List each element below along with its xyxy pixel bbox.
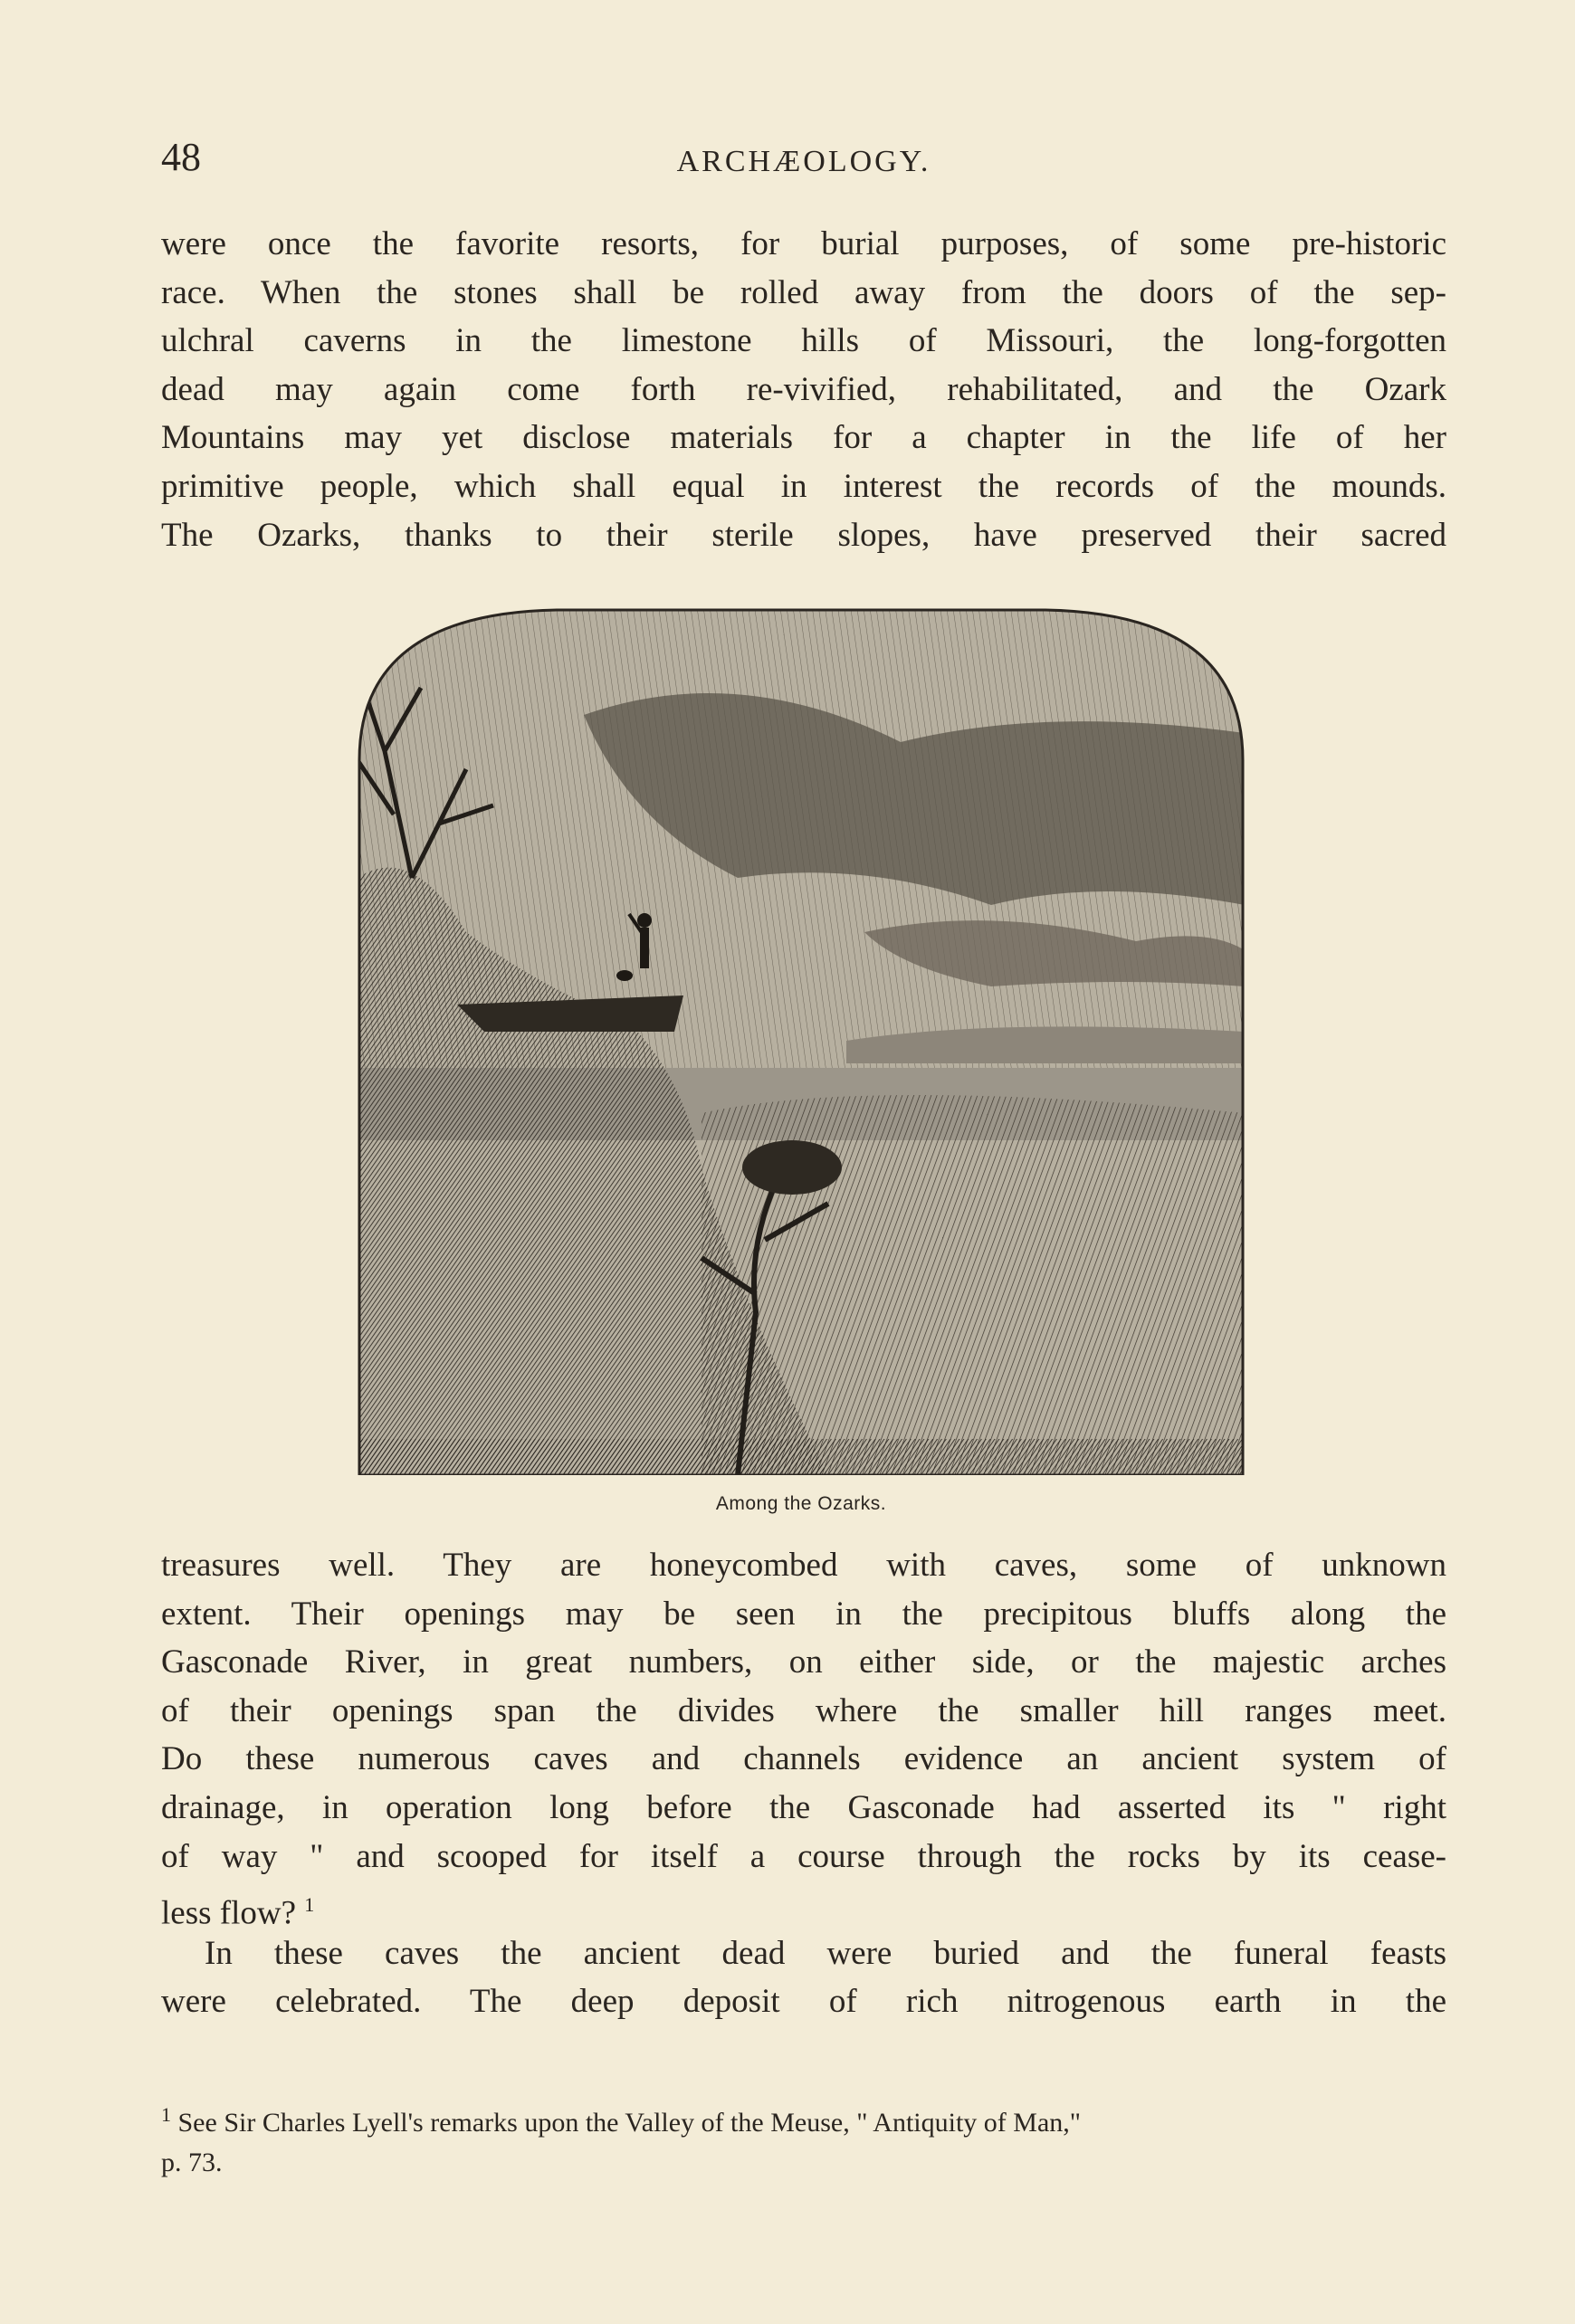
text-line: treasures well. They are honeycombed with caves, some of unknown	[161, 1547, 1446, 1584]
engraving-illustration	[358, 606, 1245, 1475]
text-line: ulchral caverns in the limestone hills of Missouri, the long-forgotten	[161, 322, 1446, 360]
text-line: Do these numerous caves and channels evidence an ancient system of	[161, 1740, 1446, 1778]
text-line: primitive people, which shall equal in interest the records of the mounds.	[161, 467, 1446, 505]
page-header	[161, 134, 1446, 188]
dog-figure	[616, 970, 633, 981]
text-line: race. When the stones shall be rolled away from the doors of the sep-	[161, 273, 1446, 311]
text-line: The Ozarks, thanks to their sterile slopes, have preserved their sacred	[161, 516, 1446, 554]
text-line: drainage, in operation long before the Gasconade had asserted its " right	[161, 1788, 1446, 1826]
running-head: ARCHÆOLOGY.	[676, 145, 931, 178]
footnote	[161, 2095, 1446, 2183]
text-line: of their openings span the divides where the smaller hill ranges meet.	[161, 1691, 1446, 1729]
tree-canopy	[742, 1140, 842, 1195]
page-number: 48	[161, 135, 201, 179]
figure-caption: Among the Ozarks.	[715, 1493, 887, 1514]
text-line: were celebrated. The deep deposit of rich nitrogenous earth in the	[161, 1983, 1446, 2021]
footnote-line: p. 73.	[161, 2148, 223, 2177]
text-line: were once the favorite resorts, for burial purposes, of some pre-historic	[161, 225, 1446, 262]
footnote-line	[161, 2095, 1446, 2143]
text-line-with-footnote	[161, 1881, 1446, 1932]
text-fragment: less flow?	[161, 1894, 296, 1932]
text-line: Gasconade River, in great numbers, on either side, or the majestic arches	[161, 1643, 1446, 1681]
text-line: dead may again come forth re-vivified, rehabilitated, and the Ozark	[161, 370, 1446, 408]
top-paragraph	[161, 220, 1446, 559]
bottom-text	[161, 1541, 1446, 2026]
text-line: Mountains may yet disclose materials for a chapter in the life of her	[161, 419, 1446, 457]
engraving-figure	[358, 606, 1245, 1514]
text-line: of way " and scooped for itself a course through the rocks by its cease-	[161, 1837, 1446, 1875]
text-line: extent. Their openings may be seen in the precipitous bluffs along the	[161, 1595, 1446, 1633]
footnote-marker: 1	[161, 2103, 171, 2126]
footnote-reference[interactable]: 1	[304, 1893, 315, 1917]
text-line: In these caves the ancient dead were buried and the funeral feasts	[205, 1934, 1446, 1972]
foreground-ground	[358, 1439, 1245, 1475]
footnote-text: See Sir Charles Lyell's remarks upon the Valley of the Meuse, " Antiquity of Man,"	[177, 2108, 1082, 2138]
